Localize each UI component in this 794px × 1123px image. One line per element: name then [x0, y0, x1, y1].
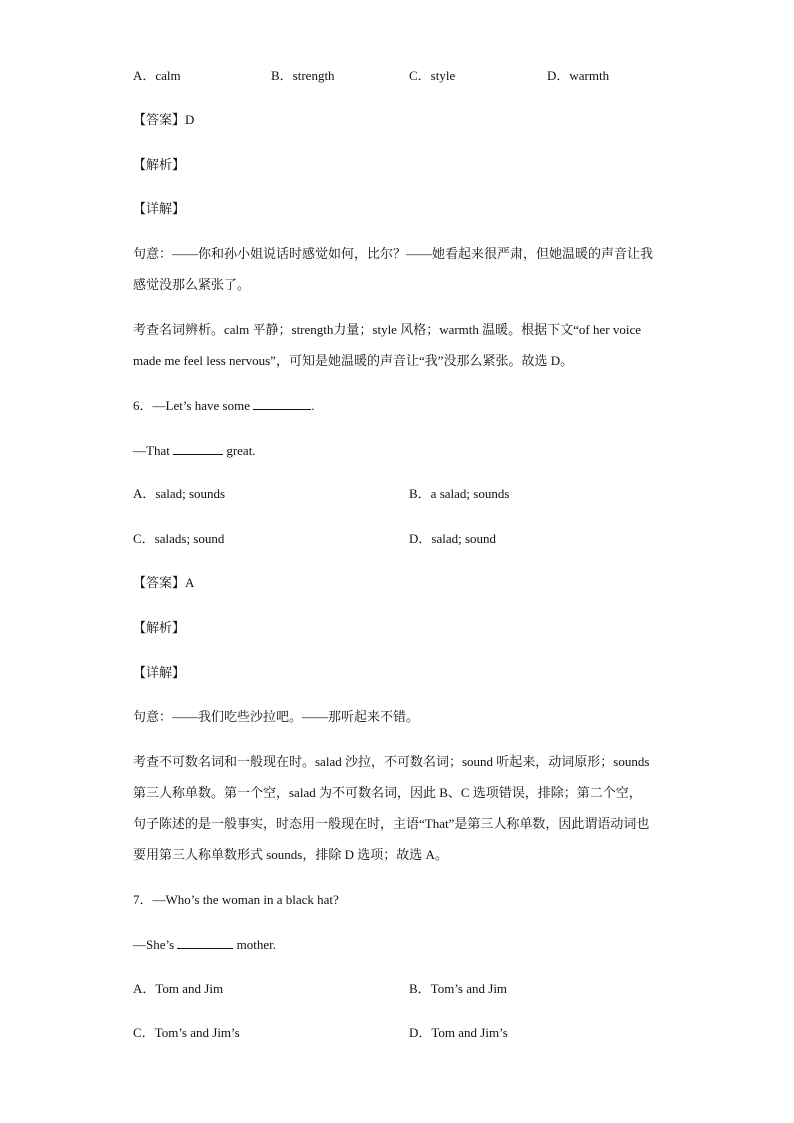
- q5-meaning: 句意：——你和孙小姐说话时感觉如何，比尔？——她看起来很严肃，但她温暖的声音让我感觉没那么紧张了。: [133, 246, 654, 292]
- q7-prompt: 7．—Who’s the woman in a black hat?: [133, 892, 339, 907]
- q6-answer: 【答案】A: [133, 575, 195, 590]
- q7-option-b: B．Tom’s and Jim: [409, 981, 508, 996]
- q5-analysis-heading: 【解析】: [133, 157, 186, 172]
- q7-reply-prefix: —She’s: [133, 937, 175, 952]
- q6-prompt-period: .: [311, 398, 315, 413]
- q7-option-a: A．Tom and Jim: [133, 981, 224, 996]
- q5-answer: 【答案】D: [133, 112, 195, 127]
- q6-prompt: [133, 397, 314, 414]
- q5-option-b: B．strength: [271, 68, 335, 83]
- q6-option-b: B．a salad; sounds: [409, 486, 510, 501]
- q5-option-d: D．warmth: [547, 68, 610, 83]
- q6-explanation: 考查不可数名词和一般现在时。salad 沙拉，不可数名词；sound 听起来，动词原形；sounds 第三人称单数。第一个空，salad 为不可数名词，因此 B、C 选项错误，排除；第二个空，句子陈述的是一般事实，时态用一般现在时，主语“That”是第三人称单数，因此谓语动词也要用第三人称单数形式 sounds，排除 D 选项；故选 A。: [133, 754, 650, 862]
- q7-option-d: D．Tom and Jim’s: [409, 1025, 508, 1040]
- q5-explanation: 考查名词辨析。calm 平静；strength力量；style 风格；warmth 温暖。根据下文“of her voice made me feel less nervous”，可知是她温暖的声音让“我”没那么紧张。故选 D。: [133, 322, 642, 368]
- q7-option-c: C．Tom’s and Jim’s: [133, 1025, 240, 1040]
- q7-reply-suffix: mother.: [236, 937, 277, 952]
- q5-option-c: C．style: [409, 68, 456, 83]
- q6-detail-heading: 【详解】: [133, 665, 186, 680]
- q6-option-a: A．salad; sounds: [133, 486, 226, 501]
- q6-blank-2: [173, 442, 223, 455]
- q6-option-d: D．salad; sound: [409, 531, 497, 546]
- q7-reply: [133, 936, 276, 953]
- q6-reply-suffix: great.: [226, 443, 256, 458]
- q5-detail-heading: 【详解】: [133, 201, 186, 216]
- q6-prompt-text: 6．—Let’s have some: [133, 398, 250, 413]
- q7-blank: [177, 936, 233, 949]
- q6-reply-prefix: —That: [133, 443, 170, 458]
- q6-analysis-heading: 【解析】: [133, 620, 186, 635]
- q6-blank-1: [253, 397, 311, 410]
- q6-option-c: C．salads; sound: [133, 531, 225, 546]
- q5-option-a: A．calm: [133, 68, 181, 83]
- q6-meaning: 句意：——我们吃些沙拉吧。——那听起来不错。: [133, 709, 420, 724]
- q6-reply: [133, 442, 256, 459]
